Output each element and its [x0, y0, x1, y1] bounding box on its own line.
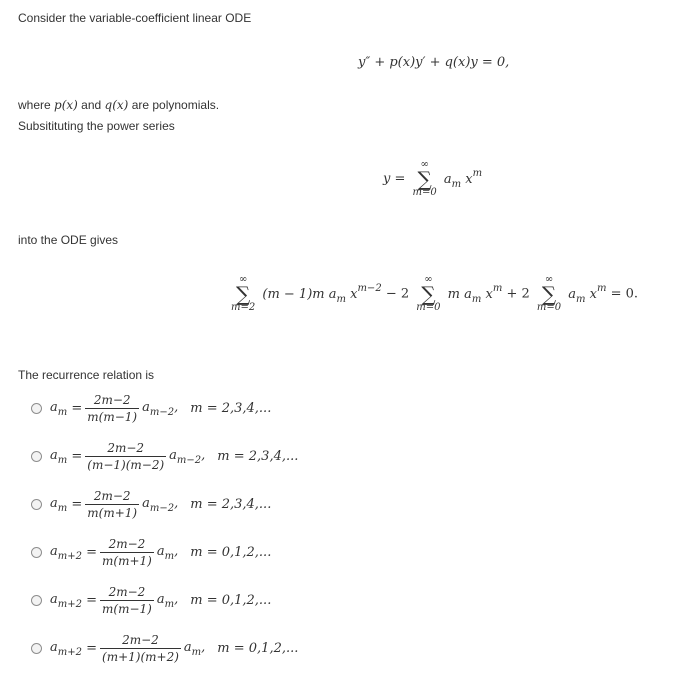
- sum-2: ∞ ∑ m=0: [416, 274, 441, 313]
- into-text: into the ODE gives: [18, 233, 119, 247]
- term-2: m $a_m$ $x^m$: [447, 282, 503, 305]
- option-lhs: $a_m$: [50, 495, 68, 514]
- option-rhs: $a_m$,: [156, 543, 179, 562]
- radio-button[interactable]: [31, 451, 42, 462]
- p-of-x: p(x): [54, 98, 78, 112]
- option-fraction: $\frac{2m-2}{(m+1)(m+2)}$: [102, 633, 179, 664]
- answer-option-6[interactable]: $a_{m+2}$ = $\frac{2m-2}{(m+1)(m+2)}$ $a_m$, m = 0,1,2,...: [31, 633, 298, 664]
- option-range: m = 0,1,2,...: [190, 545, 272, 560]
- option-rhs: $a_m$,: [183, 639, 206, 658]
- sigma-symbol: ∑: [421, 282, 436, 306]
- operator-2: + 2: [506, 286, 530, 302]
- where-part-3: are polynomials.: [128, 98, 220, 112]
- intro-text: Consider the variable-coefficient linear ODE: [18, 11, 252, 25]
- q-of-x: q(x): [104, 98, 129, 112]
- series-lhs: y =: [383, 171, 406, 187]
- sum-3: ∞ ∑ m=0: [536, 274, 562, 313]
- series-sum: [413, 160, 437, 198]
- answer-option-5[interactable]: $a_{m+2}$ = $\frac{2m-2}{m(m-1)}$ $a_m$, m = 0,1,2,...: [31, 585, 271, 616]
- series-term: $a_m$ $x^m$: [443, 167, 483, 190]
- option-fraction: $\frac{2m-2}{m(m+1)}$: [87, 489, 138, 520]
- option-lhs: $a_{m+2}$: [50, 591, 82, 610]
- option-lhs: $a_{m+2}$: [50, 639, 82, 658]
- option-range: m = 0,1,2,...: [217, 641, 299, 656]
- sigma-symbol: ∑: [235, 282, 251, 306]
- term-1: (m − 1)m $a_m$ $x^{m-2}$: [262, 282, 382, 305]
- ode-equation: y″ + p(x)y′ + q(x)y = 0,: [358, 55, 510, 70]
- option-fraction: $\frac{2m-2}{m(m-1)}$: [87, 393, 138, 424]
- option-rhs: $a_{m-2}$,: [142, 399, 179, 418]
- series-sum-lower: m=0: [412, 187, 437, 198]
- option-fraction: $\frac{2m-2}{(m-1)(m-2)}$: [87, 441, 165, 472]
- option-rhs: $a_{m-2}$,: [169, 447, 206, 466]
- sigma-symbol: ∑: [417, 167, 432, 191]
- option-rhs: $a_{m-2}$,: [142, 495, 179, 514]
- substituting-text: Subsitituting the power series: [18, 119, 175, 133]
- answer-option-1[interactable]: $a_m$ = $\frac{2m-2}{m(m-1)}$ $a_{m-2}$, m = 2,3,4,...: [31, 393, 271, 424]
- sigma-symbol: ∑: [541, 282, 557, 306]
- where-part-2: and: [77, 98, 105, 112]
- sum-1: ∞ ∑ m=2: [231, 274, 256, 313]
- radio-button[interactable]: [31, 499, 42, 510]
- equation-rhs: = 0.: [610, 286, 639, 302]
- term-3: $a_m$ $x^m$: [568, 282, 607, 305]
- option-range: m = 2,3,4,...: [190, 497, 272, 512]
- answer-option-2[interactable]: $a_m$ = $\frac{2m-2}{(m-1)(m-2)}$ $a_{m-2}$, m = 2,3,4,...: [31, 441, 298, 472]
- radio-button[interactable]: [31, 643, 42, 654]
- power-series-equation: [383, 160, 482, 198]
- option-fraction: $\frac{2m-2}{m(m+1)}$: [102, 537, 152, 568]
- radio-button[interactable]: [31, 403, 42, 414]
- where-text: [18, 98, 219, 112]
- expanded-equation: [228, 275, 638, 313]
- option-range: m = 2,3,4,...: [190, 401, 272, 416]
- option-range: m = 0,1,2,...: [190, 593, 272, 608]
- radio-button[interactable]: [31, 595, 42, 606]
- where-part-1: where: [18, 98, 55, 112]
- option-lhs: $a_m$: [50, 399, 68, 418]
- radio-button[interactable]: [31, 547, 42, 558]
- operator-1: − 2: [385, 286, 410, 302]
- answer-option-4[interactable]: $a_{m+2}$ = $\frac{2m-2}{m(m+1)}$ $a_m$, m = 0,1,2,...: [31, 537, 271, 568]
- option-rhs: $a_m$,: [156, 591, 179, 610]
- option-fraction: $\frac{2m-2}{m(m-1)}$: [102, 585, 152, 616]
- option-lhs: $a_m$: [50, 447, 68, 466]
- answer-option-3[interactable]: $a_m$ = $\frac{2m-2}{m(m+1)}$ $a_{m-2}$, m = 2,3,4,...: [31, 489, 271, 520]
- series-sum-upper: ∞: [420, 159, 429, 170]
- option-lhs: $a_{m+2}$: [50, 543, 82, 562]
- option-range: m = 2,3,4,...: [217, 449, 299, 464]
- recurrence-text: The recurrence relation is: [18, 368, 155, 382]
